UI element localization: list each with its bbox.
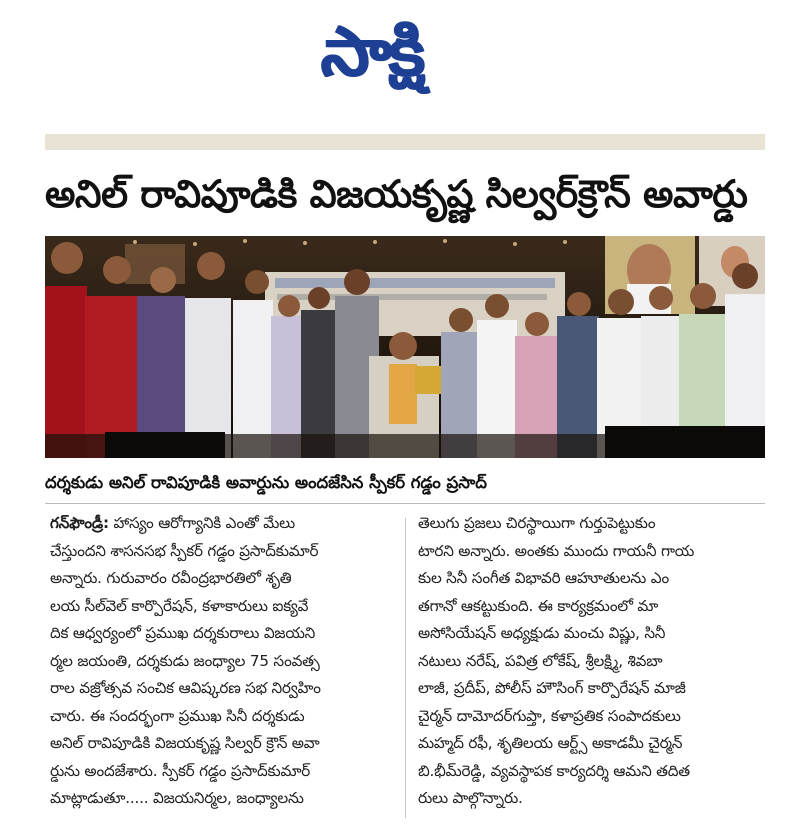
- article-line: బి.భీమ్‌రెడ్డి, వ్యవస్థాపక కార్యదర్శి ఆమని తదిత: [418, 761, 690, 780]
- article-line: నటులు నరేష్, పవిత్ర లోకేష్, శ్రీలక్ష్మి, శివబా: [418, 651, 663, 670]
- photo-caption: దర్శకుడు అనిల్ రావిపూడికి అవార్డును అందజేసిన స్పీకర్ గడ్డం ప్రసాద్: [45, 463, 765, 504]
- article-line: ర్డును అందజేశారు. స్పీకర్ గడ్డం ప్రసాద్‌కుమార్: [50, 761, 311, 780]
- article-line: అనిల్ రావిపూడికి విజయకృష్ణ సిల్వర్ క్రౌన్ అవా: [50, 734, 320, 752]
- article-line: తగానో ఆకట్టుకుంది. ఈ కార్యక్రమంలో మా: [418, 596, 659, 615]
- article-body: [50, 510, 770, 830]
- award-ceremony-photo: [45, 236, 765, 458]
- article-line: చేస్తుందని శాసనసభ స్పీకర్ గడ్డం ప్రసాద్‌కుమార్: [50, 541, 319, 560]
- article-line: కుల సినీ సంగీత విభావరి ఆహూతులను ఎం: [418, 569, 670, 587]
- article-line: దిక ఆధ్వర్యంలో ప్రముఖ దర్శకురాలు విజయని: [50, 624, 316, 642]
- article-line: [50, 510, 390, 538]
- article-line: చైర్మన్ దామోదర్‌గుప్తా, కళాప్రతిక సంపాదకులు: [418, 706, 681, 725]
- article-line-text: హాస్యం ఆరోగ్యానికి ఎంతో మేలు: [108, 514, 295, 532]
- article-line: రాల వజ్రోత్సవ సంచిక ఆవిష్కరణ సభ నిర్వహిం: [50, 679, 321, 697]
- article-headline: అనిల్ రావిపూడికి విజయకృష్ణ సిల్వర్‌క్రౌన్ అవార్డు: [45, 172, 748, 216]
- dateline: గన్‌ఫౌండ్రీ:: [50, 514, 109, 532]
- article-column-right: [418, 510, 758, 813]
- masthead: [0, 0, 804, 120]
- article-line: తెలుగు ప్రజలు చిరస్థాయిగా గుర్తుపెట్టుకుం: [418, 514, 656, 532]
- article-line: మాట్లాడుతూ..... విజయనిర్మల, జంధ్యాలను: [50, 789, 304, 807]
- event-photo: [45, 236, 765, 458]
- article-line: రులు పాల్గొన్నారు.: [418, 789, 523, 807]
- article-line: మహ్మద్ రఫీ, శృతిలయ ఆర్ట్స్ అకాడమీ చైర్మన్: [418, 734, 683, 752]
- article-line: అసోసియేషన్ అధ్యక్షుడు మంచు విష్ణు, సినీ: [418, 624, 666, 642]
- article-line: టారని అన్నారు. అంతకు ముందు గాయనీ గాయ: [418, 541, 695, 560]
- header-band: [45, 134, 765, 150]
- article-line: ర్మల జయంతి, దర్శకుడు జంధ్యాల 75 సంవత్స: [50, 651, 320, 670]
- article-line: లయ సీల్‌వెల్ కార్పొరేషన్, కళాకారులు ఐక్యవే: [50, 596, 309, 615]
- article-line: లాజీ, ప్రదీప్, పోలీస్ హౌసింగ్ కార్పొరేషన్ మాజీ: [418, 679, 686, 697]
- article-line: చారు. ఈ సందర్భంగా ప్రముఖ సినీ దర్శకుడు: [50, 706, 305, 725]
- column-divider: [405, 518, 406, 818]
- article-line: అన్నారు. గురువారం రవీంద్రభారతిలో శృతి: [50, 569, 292, 587]
- article-column-left: [50, 510, 390, 813]
- sakshi-logo: సాక్షి: [321, 13, 423, 92]
